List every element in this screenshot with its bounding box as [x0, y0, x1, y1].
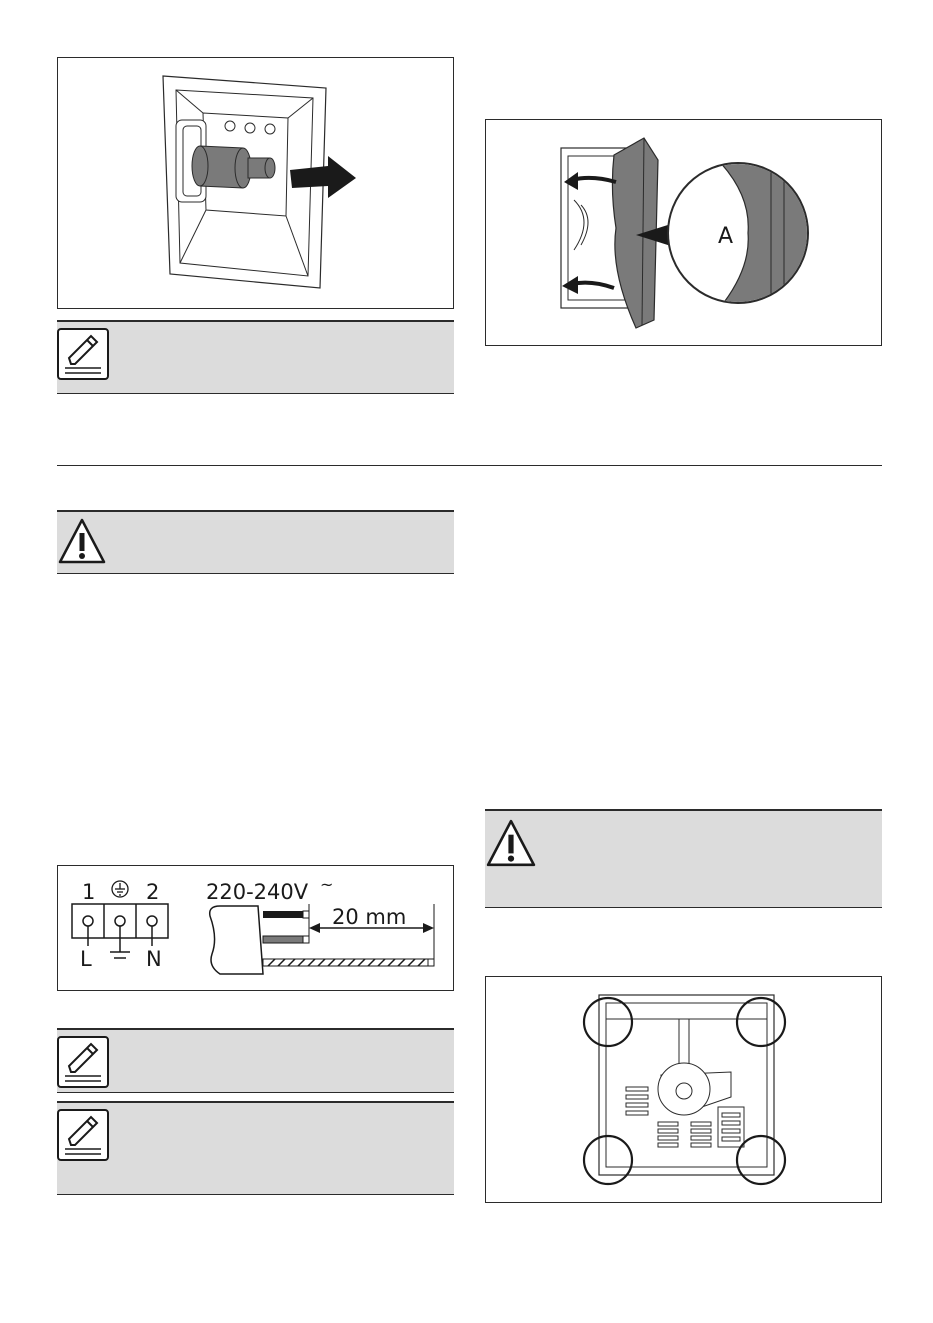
warning-box-2: [485, 809, 882, 908]
note-box-2: [57, 1028, 454, 1093]
warning-triangle-icon: [485, 817, 537, 869]
lamp-removal-illustration: [58, 58, 453, 308]
note-box-1: [57, 320, 454, 394]
pencil-note-icon: [57, 328, 109, 380]
lamp-cover-illustration: [486, 120, 881, 345]
figure-lamp-cover: [485, 119, 882, 346]
section-divider: [57, 465, 882, 466]
pencil-note-icon: [57, 1036, 109, 1088]
warning-triangle-icon: [57, 516, 107, 566]
warning-box-1: [57, 510, 454, 574]
terminal-2-label: 2: [146, 880, 160, 904]
ac-symbol: ~: [320, 875, 334, 894]
rear-panel-illustration: [486, 977, 881, 1202]
figure-lamp-removal: [57, 57, 454, 309]
figure-wiring: [57, 865, 454, 991]
earth-symbol-icon: [112, 881, 128, 897]
pencil-note-icon: [57, 1109, 109, 1161]
strip-length-label: 20 mm: [332, 905, 407, 929]
figure-rear-panel: [485, 976, 882, 1203]
wiring-diagram: [58, 866, 453, 990]
label-a: A: [718, 224, 734, 249]
note-box-3: [57, 1101, 454, 1195]
voltage-label: 220-240V: [206, 880, 309, 904]
label-l: L: [80, 947, 92, 971]
terminal-1-label: 1: [82, 880, 96, 904]
label-n: N: [146, 947, 162, 971]
